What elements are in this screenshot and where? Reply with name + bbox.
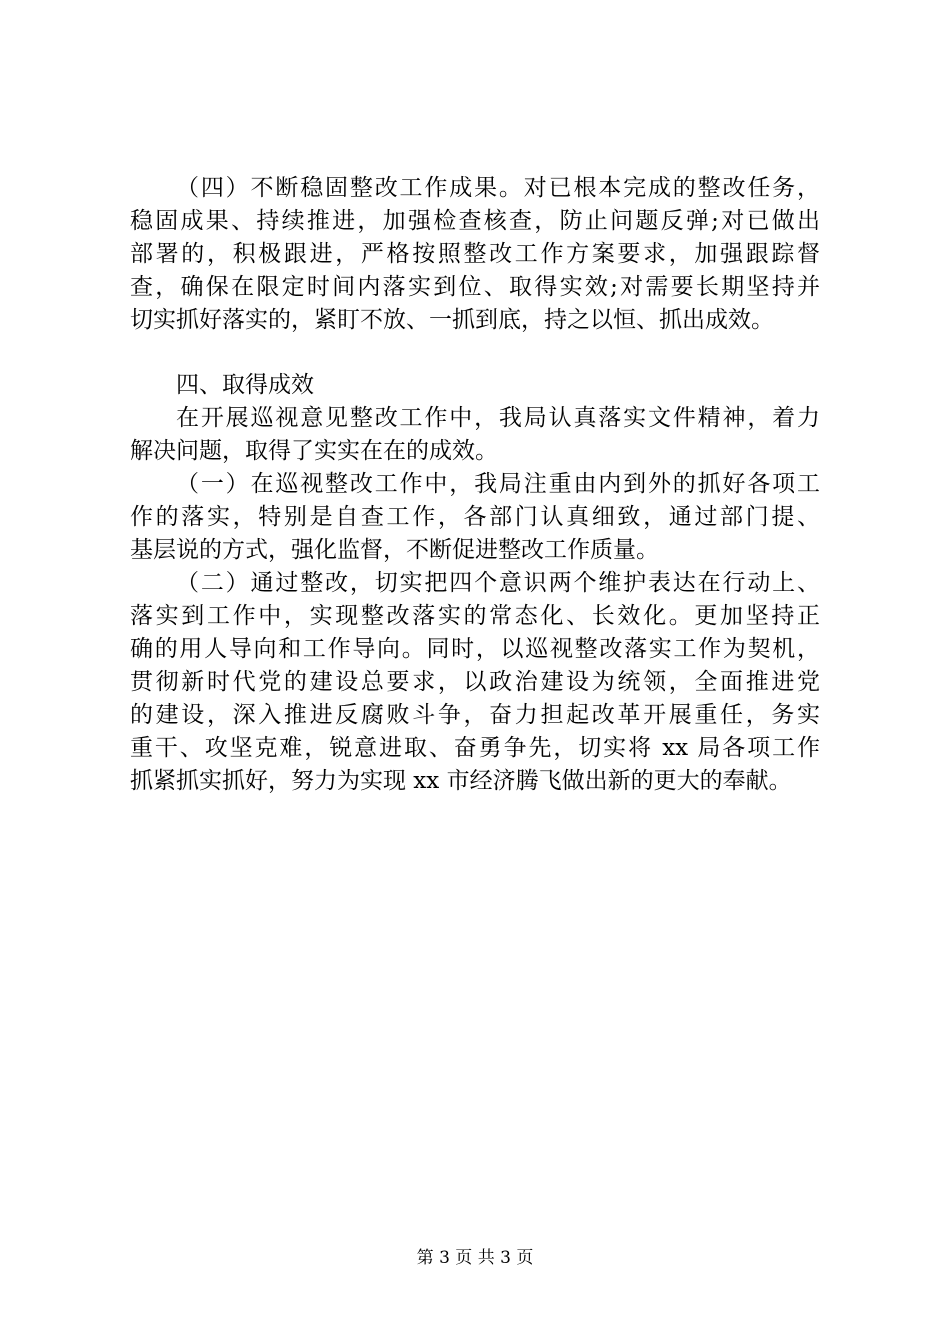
text-line: 贯彻新时代党的建设总要求，以政治建设为统领，全面推进党 <box>130 669 820 695</box>
text-line: 基层说的方式，强化监督，不断促进整改工作质量。 <box>130 537 659 563</box>
text-line: 落实到工作中，实现整改落实的常态化、长效化。更加坚持正 <box>130 603 820 629</box>
text-line: 部署的，积极跟进，严格按照整改工作方案要求，加强跟踪督 <box>130 241 820 267</box>
text-line: 重干、攻坚克难，锐意进取、奋勇争先，切实将 xx 局各项工作 <box>130 735 820 761</box>
paragraph-results-intro <box>130 402 820 468</box>
text-line: （一）在巡视整改工作中，我局注重由内到外的抓好各项工 <box>176 471 820 497</box>
document-body <box>130 172 820 798</box>
text-line: 作的落实，特别是自查工作，各部门认真细致，通过部门提、 <box>130 504 820 530</box>
paragraph-results-2 <box>130 567 820 798</box>
section-heading: 四、取得成效 <box>176 372 314 398</box>
text-line: 查，确保在限定时间内落实到位、取得实效;对需要长期坚持并 <box>130 274 820 300</box>
text-line: 确的用人导向和工作导向。同时，以巡视整改落实工作为契机， <box>130 636 820 662</box>
paragraph-gap <box>130 337 820 369</box>
text-line: 切实抓好落实的，紧盯不放、一抓到底，持之以恒、抓出成效。 <box>130 307 774 333</box>
paragraph-results-1 <box>130 468 820 567</box>
page-number-footer: 第 3 页 共 3 页 <box>416 1248 534 1268</box>
text-line: 在开展巡视意见整改工作中，我局认真落实文件精神，着力 <box>176 405 820 431</box>
text-line: （二）通过整改，切实把四个意识两个维护表达在行动上、 <box>176 570 820 596</box>
text-line: 稳固成果、持续推进，加强检查核查，防止问题反弹;对已做出 <box>130 208 820 234</box>
section-heading-results <box>130 369 820 402</box>
paragraph-4-consolidate <box>130 172 820 337</box>
text-line: （四）不断稳固整改工作成果。对已根本完成的整改任务， <box>176 175 820 201</box>
text-line: 抓紧抓实抓好，努力为实现 xx 市经济腾飞做出新的更大的奉献。 <box>130 768 792 794</box>
text-line: 的建设，深入推进反腐败斗争，奋力担起改革开展重任，务实 <box>130 702 820 728</box>
text-line: 解决问题，取得了实实在在的成效。 <box>130 438 498 464</box>
